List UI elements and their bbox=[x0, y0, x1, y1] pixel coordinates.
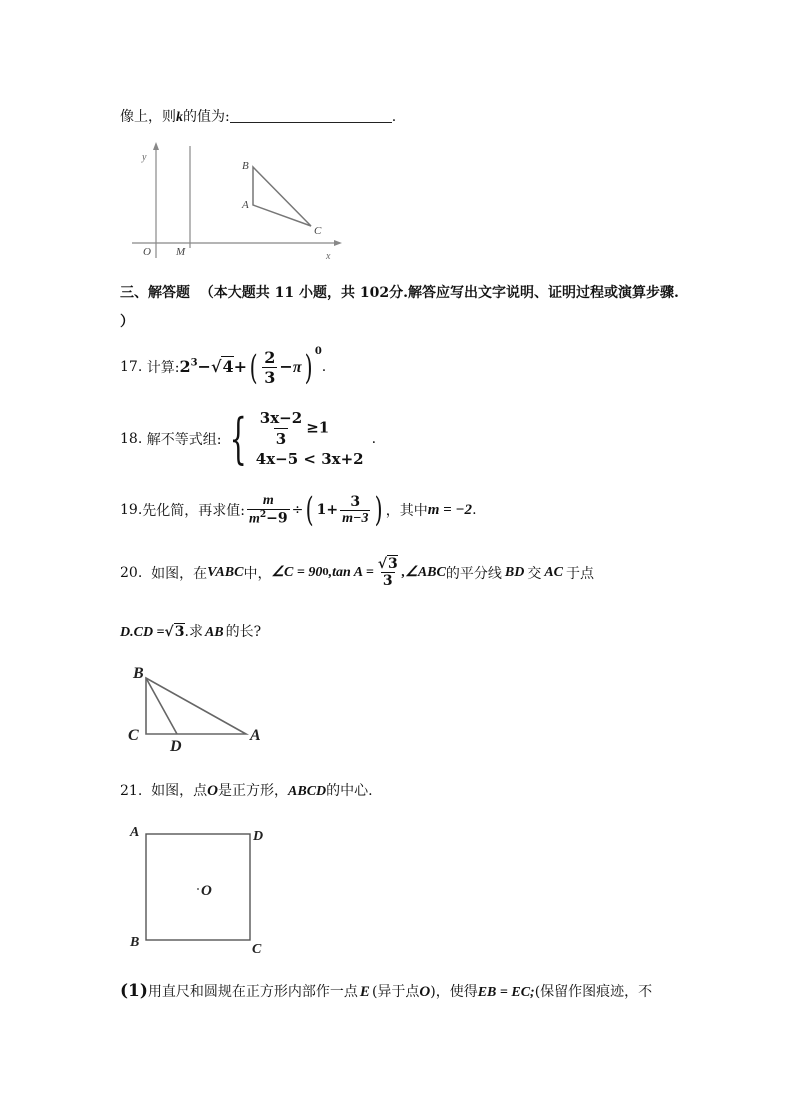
q19-f1-den bbox=[247, 509, 290, 528]
q21-text-c: 的中心. bbox=[326, 783, 373, 799]
fig21-label-d: D bbox=[253, 829, 264, 844]
fig20-label-d: D bbox=[170, 738, 182, 755]
q19-expression bbox=[245, 490, 386, 530]
intro-line bbox=[120, 106, 396, 126]
q17-minus2: − bbox=[279, 357, 293, 376]
q20-tan-fraction: $\frac{√3}{3}$ bbox=[377, 556, 398, 589]
q18-fraction bbox=[258, 408, 304, 449]
q21-o: O bbox=[207, 783, 219, 799]
q21-sub1-text-d: (保留作图痕迹，不 bbox=[534, 984, 653, 1000]
q17-plus: + bbox=[233, 357, 248, 376]
q19-f1-den-exp: 2 bbox=[259, 509, 267, 520]
q18-row1 bbox=[256, 408, 364, 449]
q17-frac-num: 2 bbox=[264, 348, 276, 367]
q17-number: 17. bbox=[120, 358, 143, 375]
intro-end: . bbox=[391, 109, 397, 125]
figure-square-abcd bbox=[126, 820, 276, 956]
q19-f1-den-var: m bbox=[248, 511, 260, 527]
q20-degree: 0 bbox=[322, 567, 329, 578]
section-title: 三、解答题 bbox=[120, 285, 190, 301]
q18-end: . bbox=[371, 430, 377, 447]
fig20-label-c: C bbox=[128, 727, 139, 744]
q17-expression: $2^3-√4+$( $\frac{2}{3}$ −π) $^0$ bbox=[179, 346, 322, 388]
q19-end: . bbox=[472, 502, 477, 518]
q20-tan-a: ,tan A = bbox=[328, 564, 374, 580]
q18-row2: 4x−5 < 3x+2 bbox=[255, 450, 364, 468]
q17-exp-a: 3 bbox=[190, 357, 198, 369]
q20-text-d: 的平分线 bbox=[445, 565, 502, 582]
answer-blank[interactable] bbox=[230, 108, 392, 123]
q17-frac-den: 3 bbox=[264, 368, 276, 387]
fig21-label-a: A bbox=[130, 825, 140, 840]
section-heading bbox=[120, 282, 679, 302]
q20-text-e: 交 bbox=[527, 565, 542, 582]
q19-f2-num: 3 bbox=[350, 493, 361, 510]
q18-number: 18. bbox=[120, 430, 143, 447]
question-17 bbox=[120, 346, 326, 388]
q21-sub1-number: (1) bbox=[120, 981, 148, 1001]
q19-f1-num: m bbox=[262, 492, 274, 508]
q21-sub1-text-b: (异于点 bbox=[371, 984, 420, 1000]
q19-number: 19. bbox=[120, 502, 143, 518]
intro-suffix: 的值为: bbox=[183, 109, 230, 125]
q19-rparen: ) bbox=[375, 490, 384, 530]
q21-text-a: 如图，点 bbox=[151, 783, 208, 799]
question-18 bbox=[120, 408, 376, 469]
x-axis-arrow bbox=[334, 240, 342, 246]
question-21 bbox=[120, 780, 373, 800]
question-20-line2: D.CD =√3.求 AB 的长? bbox=[120, 624, 262, 640]
fig21-label-o: O bbox=[201, 883, 212, 899]
q20-cd: D.CD = bbox=[120, 625, 165, 640]
q19-f2-den: m−3 bbox=[342, 510, 369, 526]
q20-text-g: .求 bbox=[184, 624, 203, 640]
q18-rel1: ≥1 bbox=[306, 418, 330, 437]
q19-one-plus: 1+ bbox=[316, 502, 339, 518]
intro-var-k: k bbox=[176, 110, 183, 125]
fig20-label-b: B bbox=[133, 665, 144, 682]
q21-eq: EB = EC; bbox=[477, 985, 535, 1000]
q20-den: 3 bbox=[382, 573, 393, 589]
question-19 bbox=[120, 490, 477, 530]
q17-lparen: ( bbox=[249, 347, 258, 388]
q18-label: 解不等式组: bbox=[146, 431, 222, 448]
q19-fraction2 bbox=[340, 494, 370, 527]
q20-text-f: 于点 bbox=[566, 565, 594, 582]
label-b: B bbox=[242, 160, 249, 172]
label-a: A bbox=[242, 199, 249, 211]
label-y: y bbox=[142, 152, 147, 163]
fig20-label-a: A bbox=[250, 727, 261, 744]
q20-text-h: 的长? bbox=[225, 624, 262, 640]
q21-o2: O bbox=[419, 984, 431, 1000]
q19-tail: ，其中 bbox=[385, 503, 428, 519]
q21-e: E bbox=[359, 984, 370, 1000]
q19-div: ÷ bbox=[291, 502, 304, 518]
triangle-abc bbox=[253, 167, 311, 226]
q20-angle-c: ∠C = 90 bbox=[271, 565, 323, 580]
q19-label: 先化简，再求值: bbox=[142, 503, 245, 519]
q17-base: 2 bbox=[179, 357, 191, 376]
q17-exp-b: 0 bbox=[314, 346, 322, 357]
q20-ab: AB bbox=[204, 625, 224, 640]
q20-line2-rad: 3 bbox=[174, 624, 185, 640]
section-note: （本大题共 11 小题，共 102分.解答应写出文字说明、证明过程或演算步骤. bbox=[199, 285, 679, 301]
q17-fraction bbox=[262, 348, 277, 387]
q20-sqrt-num: 3 bbox=[388, 556, 398, 572]
q20-text-a: 如图，在 bbox=[151, 565, 208, 582]
q21-sub1-text-a: 用直尺和圆规在正方形内部作一点 bbox=[147, 984, 358, 1000]
figure-triangle-abc bbox=[126, 660, 276, 756]
q20-bd: BD bbox=[504, 564, 525, 580]
q17-minus: − bbox=[197, 357, 211, 376]
fig21-label-b: B bbox=[130, 935, 140, 950]
label-c: C bbox=[314, 225, 322, 237]
q17-label: 计算: bbox=[146, 359, 180, 376]
q19-f1-den-rest: −9 bbox=[266, 510, 288, 527]
q18-system bbox=[256, 408, 364, 469]
intro-prefix: 像上，则 bbox=[120, 109, 176, 125]
q17-pi: π bbox=[292, 359, 302, 376]
q18-brace: { bbox=[230, 406, 248, 470]
center-point bbox=[197, 888, 199, 890]
q19-cond: m = −2 bbox=[427, 501, 473, 518]
question-21-part-1 bbox=[120, 981, 652, 1001]
q21-sub1-text-c: )，使得 bbox=[430, 984, 478, 1000]
q18-frac-num: 3x−2 bbox=[259, 409, 303, 427]
label-m: M bbox=[176, 246, 186, 258]
y-axis-arrow bbox=[153, 142, 159, 150]
q21-number: 21. bbox=[120, 783, 143, 799]
section-note-end: ） bbox=[120, 314, 134, 330]
q17-radicand: 4 bbox=[222, 357, 234, 376]
q20-triangle: VABC bbox=[207, 564, 244, 580]
q20-number: 20. bbox=[120, 564, 143, 581]
q17-end: . bbox=[321, 358, 327, 375]
q17-rparen: ) bbox=[304, 347, 313, 388]
figure-coordinate-triangle bbox=[128, 138, 352, 262]
q21-abcd: ABCD bbox=[288, 784, 327, 799]
q18-frac-den: 3 bbox=[275, 430, 287, 448]
square bbox=[146, 834, 250, 940]
label-x: x bbox=[326, 251, 331, 262]
q20-angle-abc: ,∠ABC bbox=[401, 565, 446, 580]
q21-text-b: 是正方形， bbox=[218, 783, 289, 799]
q20-ac: AC bbox=[544, 564, 563, 580]
q19-lparen: ( bbox=[306, 490, 314, 530]
q20-text-b: 中， bbox=[243, 565, 272, 582]
fig21-label-c: C bbox=[252, 942, 262, 956]
label-o: O bbox=[143, 246, 151, 258]
q19-fraction1 bbox=[247, 493, 290, 528]
question-20-line1 bbox=[120, 556, 594, 589]
